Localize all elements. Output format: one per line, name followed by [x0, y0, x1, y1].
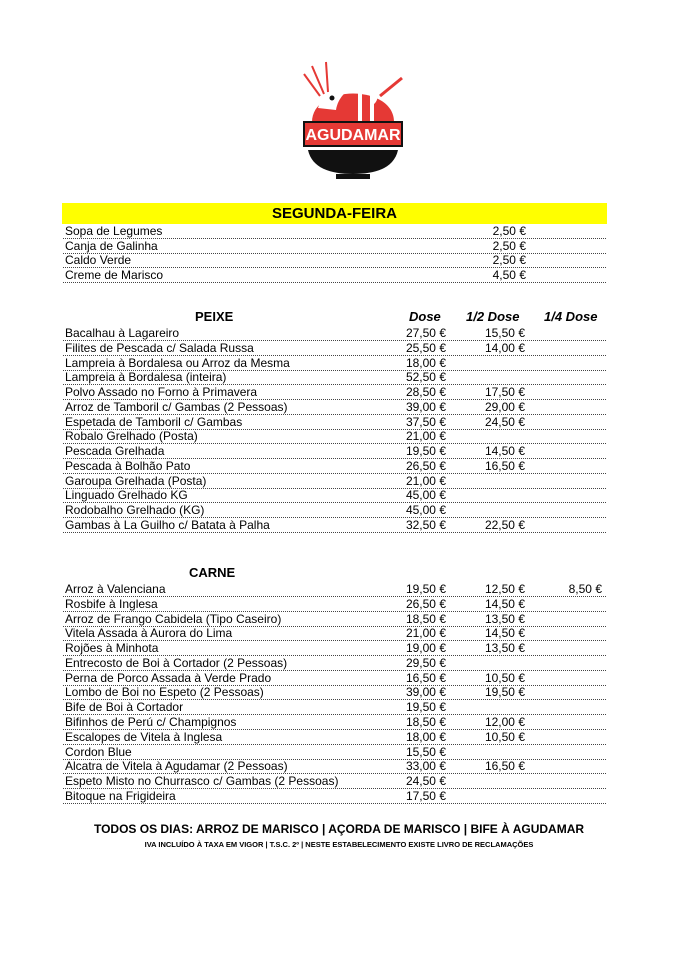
day-banner: SEGUNDA-FEIRA: [62, 203, 607, 224]
table-row: [63, 656, 606, 671]
item-name: Bitoque na Frigideira: [65, 788, 176, 803]
price-half-dose: 10,50 €: [484, 729, 525, 744]
price-dose: 24,50 €: [405, 774, 446, 789]
price-dose: 16,50 €: [405, 670, 446, 685]
price-quarter-dose: 8,50 €: [568, 582, 602, 596]
column-half-dose: 1/2 Dose: [466, 309, 520, 324]
item-name: Espetada de Tamboril c/ Gambas: [65, 414, 243, 429]
price-dose: 27,50 €: [405, 326, 446, 340]
price-half-dose: 13,50 €: [484, 611, 525, 626]
table-row: [63, 503, 606, 518]
price-half-dose: 13,50 €: [484, 641, 525, 656]
table-row: [63, 474, 606, 489]
table-row: [63, 774, 606, 789]
item-name: Alcatra de Vitela à Agudamar (2 Pessoas): [65, 759, 288, 774]
price-half-dose: 17,50 €: [484, 385, 525, 399]
item-name: Caldo Verde: [65, 253, 132, 268]
item-name: Arroz à Valenciana: [65, 582, 166, 596]
list-item: [63, 239, 606, 254]
price-half-dose: 12,50 €: [484, 582, 525, 596]
table-row: [63, 341, 606, 356]
table-row: [63, 326, 606, 341]
table-row: [63, 730, 606, 745]
price-dose: 45,00 €: [405, 503, 446, 517]
table-row: [63, 459, 606, 474]
price-dose: 21,00 €: [405, 429, 446, 444]
price-dose: 18,00 €: [405, 355, 446, 370]
item-name: Canja de Galinha: [65, 238, 158, 253]
item-name: Lampreia à Bordalesa ou Arroz da Mesma: [65, 355, 290, 370]
table-row: [63, 612, 606, 627]
item-name: Filites de Pescada c/ Salada Russa: [65, 340, 254, 355]
item-price: 2,50 €: [492, 238, 526, 253]
section-title-peixe: PEIXE: [195, 309, 234, 324]
table-row: [63, 700, 606, 715]
table-row: [63, 597, 606, 612]
item-name: Bacalhau à Lagareiro: [65, 326, 180, 340]
price-half-dose: 15,50 €: [484, 326, 525, 340]
item-name: Rojões à Minhota: [65, 641, 159, 656]
daily-specials: TODOS OS DIAS: ARROZ DE MARISCO | AÇORDA DE MARISCO | BIFE À AGUDAMAR: [93, 822, 585, 836]
item-name: Linguado Grelhado KG: [65, 488, 188, 503]
item-name: Robalo Grelhado (Posta): [65, 429, 198, 444]
agudamar-logo: [298, 56, 408, 182]
price-half-dose: 10,50 €: [484, 670, 525, 685]
logo-text: AGUDAMAR: [305, 127, 401, 144]
item-name: Creme de Marisco: [65, 268, 164, 283]
item-name: Arroz de Tamboril c/ Gambas (2 Pessoas): [65, 399, 288, 414]
table-row: [63, 715, 606, 730]
table-row: [63, 488, 606, 503]
price-dose: 19,50 €: [405, 444, 446, 458]
price-dose: 19,50 €: [405, 700, 446, 715]
item-name: Perna de Porco Assada à Verde Prado: [65, 670, 272, 685]
price-half-dose: 12,00 €: [484, 715, 525, 730]
item-price: 2,50 €: [492, 224, 526, 238]
item-name: Cordon Blue: [65, 744, 132, 759]
table-row: [63, 745, 606, 760]
item-name: Espeto Misto no Churrasco c/ Gambas (2 Pessoas): [65, 774, 339, 789]
price-half-dose: 24,50 €: [484, 414, 525, 429]
price-dose: 33,00 €: [405, 759, 446, 774]
item-name: Arroz de Frango Cabidela (Tipo Caseiro): [65, 611, 282, 626]
price-dose: 26,50 €: [405, 596, 446, 611]
price-dose: 28,50 €: [405, 385, 446, 399]
table-row: [63, 400, 606, 415]
price-half-dose: 19,50 €: [484, 685, 525, 700]
price-dose: 52,50 €: [405, 370, 446, 385]
item-name: Lampreia à Bordalesa (inteira): [65, 370, 227, 385]
price-dose: 15,50 €: [405, 744, 446, 759]
item-price: 2,50 €: [492, 253, 526, 268]
table-row: [63, 641, 606, 656]
price-dose: 21,00 €: [405, 626, 446, 641]
item-name: Bife de Boi à Cortador: [65, 700, 184, 715]
column-dose: Dose: [409, 309, 441, 324]
item-name: Pescada à Bolhão Pato: [65, 458, 191, 473]
price-dose: 26,50 €: [405, 458, 446, 473]
table-row: [63, 626, 606, 641]
item-name: Lombo de Boi no Espeto (2 Pessoas): [65, 685, 264, 700]
price-dose: 18,50 €: [405, 611, 446, 626]
item-price: 4,50 €: [492, 268, 526, 283]
item-name: Bifinhos de Perú c/ Champignos: [65, 715, 237, 730]
item-name: Pescada Grelhada: [65, 444, 165, 458]
list-item: [63, 268, 606, 283]
price-half-dose: 16,50 €: [484, 458, 525, 473]
table-row: [63, 759, 606, 774]
price-half-dose: 14,50 €: [484, 444, 525, 458]
table-row: [63, 582, 606, 597]
list-item: [63, 224, 606, 239]
price-dose: 29,50 €: [405, 655, 446, 670]
price-dose: 32,50 €: [405, 517, 446, 532]
price-dose: 39,00 €: [405, 685, 446, 700]
price-dose: 37,50 €: [405, 414, 446, 429]
price-dose: 25,50 €: [405, 340, 446, 355]
item-name: Vitela Assada à Aurora do Lima: [65, 626, 233, 641]
table-row: [63, 518, 606, 533]
section-title-carne: CARNE: [189, 565, 236, 580]
item-name: Rosbife à Inglesa: [65, 596, 158, 611]
logo-bowl: [308, 150, 398, 174]
price-dose: 19,00 €: [405, 641, 446, 656]
table-row: [63, 370, 606, 385]
table-row: [63, 789, 606, 804]
item-name: Rodobalho Grelhado (KG): [65, 503, 205, 517]
price-dose: 19,50 €: [405, 582, 446, 596]
table-row: [63, 415, 606, 430]
price-half-dose: 22,50 €: [484, 517, 525, 532]
table-row: [63, 671, 606, 686]
price-dose: 18,00 €: [405, 729, 446, 744]
price-dose: 18,50 €: [405, 715, 446, 730]
price-half-dose: 29,00 €: [484, 399, 525, 414]
table-row: [63, 356, 606, 371]
price-half-dose: 14,00 €: [484, 340, 525, 355]
price-dose: 21,00 €: [405, 473, 446, 488]
price-half-dose: 14,50 €: [484, 626, 525, 641]
table-row: [63, 444, 606, 459]
price-half-dose: 14,50 €: [484, 596, 525, 611]
column-quarter-dose: 1/4 Dose: [544, 309, 598, 324]
price-dose: 17,50 €: [405, 788, 446, 803]
list-item: [63, 253, 606, 268]
item-name: Polvo Assado no Forno à Primavera: [65, 385, 258, 399]
item-name: Gambas à La Guilho c/ Batata à Palha: [65, 517, 270, 532]
price-dose: 45,00 €: [405, 488, 446, 503]
item-name: Sopa de Legumes: [65, 224, 163, 238]
price-half-dose: 16,50 €: [484, 759, 525, 774]
legal-notice: IVA INCLUÍDO À TAXA EM VIGOR | T.S.C. 2º | NESTE ESTABELECIMENTO EXISTE LIVRO DE RECLAMAÇÕES: [144, 840, 534, 849]
table-row: [63, 685, 606, 700]
price-dose: 39,00 €: [405, 399, 446, 414]
item-name: Entrecosto de Boi à Cortador (2 Pessoas): [65, 655, 288, 670]
item-name: Escalopes de Vitela à Inglesa: [65, 729, 223, 744]
table-row: [63, 429, 606, 444]
item-name: Garoupa Grelhada (Posta): [65, 473, 207, 488]
table-row: [63, 385, 606, 400]
